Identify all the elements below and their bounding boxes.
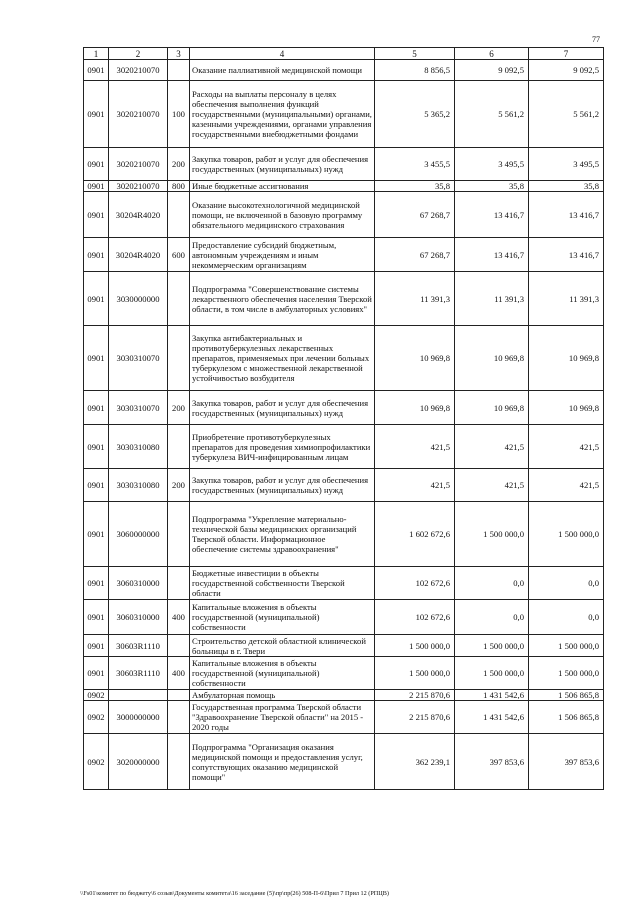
kvr-cell [168, 734, 190, 790]
amount-cell: 362 239,1 [375, 734, 455, 790]
table-row [84, 60, 604, 81]
amount-cell: 67 268,7 [375, 192, 455, 238]
header-cell: 2 [109, 48, 168, 60]
amount-cell: 10 969,8 [375, 326, 455, 391]
amount-cell: 0,0 [455, 600, 529, 635]
amount-cell: 10 969,8 [455, 391, 529, 425]
description-cell: Иные бюджетные ассигнования [190, 181, 375, 192]
amount-cell: 35,8 [375, 181, 455, 192]
table-row [84, 657, 604, 690]
amount-cell: 1 431 542,6 [455, 701, 529, 734]
amount-cell: 421,5 [455, 469, 529, 502]
table-row [84, 81, 604, 148]
code-cell: 0902 [84, 734, 109, 790]
amount-cell: 397 853,6 [529, 734, 604, 790]
amount-cell: 10 969,8 [375, 391, 455, 425]
kcsr-cell: 30204R4020 [109, 238, 168, 272]
description-cell: Подпрограмма "Организация оказания медицинской помощи и предоставления услуг, сопутствующих оказанию медицинской помощи" [190, 734, 375, 790]
code-cell: 0901 [84, 425, 109, 469]
description-cell: Закупка товаров, работ и услуг для обеспечения государственных (муниципальных) нужд [190, 391, 375, 425]
code-cell: 0901 [84, 81, 109, 148]
table-row [84, 502, 604, 567]
kcsr-cell: 3060000000 [109, 502, 168, 567]
amount-cell: 3 455,5 [375, 148, 455, 181]
amount-cell: 5 561,2 [529, 81, 604, 148]
code-cell: 0901 [84, 326, 109, 391]
table-row [84, 600, 604, 635]
description-cell: Подпрограмма "Укрепление материально-технической базы медицинских организаций Тверской области. Информационное обеспечение системы здравоохранения" [190, 502, 375, 567]
kcsr-cell: 3020210070 [109, 148, 168, 181]
amount-cell: 67 268,7 [375, 238, 455, 272]
amount-cell: 1 500 000,0 [529, 657, 604, 690]
table-row [84, 567, 604, 600]
code-cell: 0901 [84, 60, 109, 81]
amount-cell: 2 215 870,6 [375, 701, 455, 734]
code-cell: 0901 [84, 192, 109, 238]
amount-cell: 5 561,2 [455, 81, 529, 148]
code-cell: 0901 [84, 391, 109, 425]
amount-cell: 421,5 [375, 425, 455, 469]
kvr-cell: 100 [168, 81, 190, 148]
amount-cell: 1 602 672,6 [375, 502, 455, 567]
amount-cell: 10 969,8 [529, 326, 604, 391]
description-cell: Бюджетные инвестиции в объекты государственной собственности Тверской области [190, 567, 375, 600]
kcsr-cell: 3020210070 [109, 60, 168, 81]
amount-cell: 13 416,7 [529, 192, 604, 238]
table-row [84, 326, 604, 391]
kcsr-cell: 3030310070 [109, 326, 168, 391]
code-cell: 0901 [84, 469, 109, 502]
amount-cell: 9 092,5 [455, 60, 529, 81]
amount-cell: 2 215 870,6 [375, 690, 455, 701]
code-cell: 0901 [84, 181, 109, 192]
amount-cell: 1 500 000,0 [455, 635, 529, 657]
kcsr-cell: 3000000000 [109, 701, 168, 734]
description-cell: Подпрограмма "Совершенствование системы лекарственного обеспечения населения Тверской области, в том числе в амбулаторных условиях" [190, 272, 375, 326]
table-body [84, 48, 604, 790]
code-cell: 0902 [84, 701, 109, 734]
code-cell: 0901 [84, 238, 109, 272]
amount-cell: 1 500 000,0 [455, 657, 529, 690]
code-cell: 0901 [84, 600, 109, 635]
kvr-cell: 200 [168, 469, 190, 502]
amount-cell: 397 853,6 [455, 734, 529, 790]
amount-cell: 1 500 000,0 [529, 502, 604, 567]
kvr-cell: 200 [168, 391, 190, 425]
kvr-cell [168, 701, 190, 734]
kvr-cell: 200 [168, 148, 190, 181]
code-cell: 0901 [84, 635, 109, 657]
kvr-cell [168, 635, 190, 657]
kvr-cell [168, 60, 190, 81]
kvr-cell: 800 [168, 181, 190, 192]
kcsr-cell: 30204R4020 [109, 192, 168, 238]
amount-cell: 11 391,3 [455, 272, 529, 326]
kcsr-cell: 3030310080 [109, 425, 168, 469]
description-cell: Капитальные вложения в объекты государственной (муниципальной) собственности [190, 657, 375, 690]
kvr-cell [168, 502, 190, 567]
kvr-cell [168, 272, 190, 326]
kcsr-cell: 30603R1110 [109, 635, 168, 657]
kvr-cell: 600 [168, 238, 190, 272]
header-cell: 4 [190, 48, 375, 60]
kvr-cell [168, 326, 190, 391]
amount-cell: 421,5 [529, 425, 604, 469]
code-cell: 0902 [84, 690, 109, 701]
code-cell: 0901 [84, 272, 109, 326]
budget-table [83, 47, 604, 790]
table-row [84, 690, 604, 701]
amount-cell: 102 672,6 [375, 567, 455, 600]
amount-cell: 11 391,3 [529, 272, 604, 326]
amount-cell: 11 391,3 [375, 272, 455, 326]
description-cell: Предоставление субсидий бюджетным, автономным учреждениям и иным некоммерческим организациям [190, 238, 375, 272]
table-row [84, 635, 604, 657]
description-cell: Приобретение противотуберкулезных препаратов для проведения химиопрофилактики туберкулеза ВИЧ-инфицированным лицам [190, 425, 375, 469]
header-cell: 7 [529, 48, 604, 60]
table-row [84, 469, 604, 502]
amount-cell: 10 969,8 [455, 326, 529, 391]
amount-cell: 10 969,8 [529, 391, 604, 425]
kcsr-cell [109, 690, 168, 701]
amount-cell: 9 092,5 [529, 60, 604, 81]
amount-cell: 3 495,5 [455, 148, 529, 181]
amount-cell: 35,8 [529, 181, 604, 192]
description-cell: Амбулаторная помощь [190, 690, 375, 701]
amount-cell: 1 500 000,0 [375, 635, 455, 657]
amount-cell: 5 365,2 [375, 81, 455, 148]
amount-cell: 13 416,7 [455, 192, 529, 238]
table-row [84, 425, 604, 469]
header-cell: 1 [84, 48, 109, 60]
amount-cell: 1 431 542,6 [455, 690, 529, 701]
amount-cell: 1 500 000,0 [529, 635, 604, 657]
amount-cell: 1 506 865,8 [529, 690, 604, 701]
kcsr-cell: 3020210070 [109, 81, 168, 148]
amount-cell: 13 416,7 [455, 238, 529, 272]
kcsr-cell: 3030310080 [109, 469, 168, 502]
table-row [84, 701, 604, 734]
table-row [84, 148, 604, 181]
kcsr-cell: 30603R1110 [109, 657, 168, 690]
kvr-cell [168, 567, 190, 600]
kcsr-cell: 3030000000 [109, 272, 168, 326]
kvr-cell [168, 690, 190, 701]
amount-cell: 13 416,7 [529, 238, 604, 272]
code-cell: 0901 [84, 502, 109, 567]
table-row [84, 391, 604, 425]
amount-cell: 421,5 [529, 469, 604, 502]
header-cell: 6 [455, 48, 529, 60]
code-cell: 0901 [84, 657, 109, 690]
table-row [84, 181, 604, 192]
description-cell: Закупка антибактериальных и противотуберкулезных лекарственных препаратов, применяемых при лечении больных туберкулезом с множественной лекарственной устойчивостью возбудителя [190, 326, 375, 391]
description-cell: Расходы на выплаты персоналу в целях обеспечения выполнения функций государственными (муниципальными) органами, казенными учреждениями, органами управления государственными внебюджетными фондами [190, 81, 375, 148]
kcsr-cell: 3060310000 [109, 600, 168, 635]
table-row [84, 734, 604, 790]
kvr-cell: 400 [168, 657, 190, 690]
kvr-cell [168, 192, 190, 238]
amount-cell: 102 672,6 [375, 600, 455, 635]
description-cell: Государственная программа Тверской области "Здравоохранение Тверской области" на 2015 - 2020 годы [190, 701, 375, 734]
header-cell: 5 [375, 48, 455, 60]
code-cell: 0901 [84, 148, 109, 181]
kvr-cell [168, 425, 190, 469]
table-row [84, 192, 604, 238]
description-cell: Закупка товаров, работ и услуг для обеспечения государственных (муниципальных) нужд [190, 469, 375, 502]
amount-cell: 421,5 [375, 469, 455, 502]
description-cell: Оказание паллиативной медицинской помощи [190, 60, 375, 81]
header-cell: 3 [168, 48, 190, 60]
table-row [84, 272, 604, 326]
amount-cell: 8 856,5 [375, 60, 455, 81]
amount-cell: 1 500 000,0 [375, 657, 455, 690]
description-cell: Капитальные вложения в объекты государственной (муниципальной) собственности [190, 600, 375, 635]
kcsr-cell: 3020210070 [109, 181, 168, 192]
amount-cell: 421,5 [455, 425, 529, 469]
footer-file-path: \\Fs01\комитет по бюджету\6 созыв\Документы комитета\16 заседание (5)\пр\пр(26) 508-П-6\Прил 7 Прил 12 (РПЦВ) [80, 890, 389, 897]
table-header-row [84, 48, 604, 60]
description-cell: Закупка товаров, работ и услуг для обеспечения государственных (муниципальных) нужд [190, 148, 375, 181]
amount-cell: 0,0 [529, 600, 604, 635]
kcsr-cell: 3020000000 [109, 734, 168, 790]
description-cell: Оказание высокотехнологичной медицинской помощи, не включенной в базовую программу обязательного медицинского страхования [190, 192, 375, 238]
description-cell: Строительство детской областной клинической больницы в г. Твери [190, 635, 375, 657]
kcsr-cell: 3030310070 [109, 391, 168, 425]
page-number: 77 [592, 35, 600, 44]
amount-cell: 0,0 [529, 567, 604, 600]
code-cell: 0901 [84, 567, 109, 600]
amount-cell: 1 506 865,8 [529, 701, 604, 734]
amount-cell: 3 495,5 [529, 148, 604, 181]
kvr-cell: 400 [168, 600, 190, 635]
table-row [84, 238, 604, 272]
amount-cell: 1 500 000,0 [455, 502, 529, 567]
amount-cell: 35,8 [455, 181, 529, 192]
amount-cell: 0,0 [455, 567, 529, 600]
kcsr-cell: 3060310000 [109, 567, 168, 600]
